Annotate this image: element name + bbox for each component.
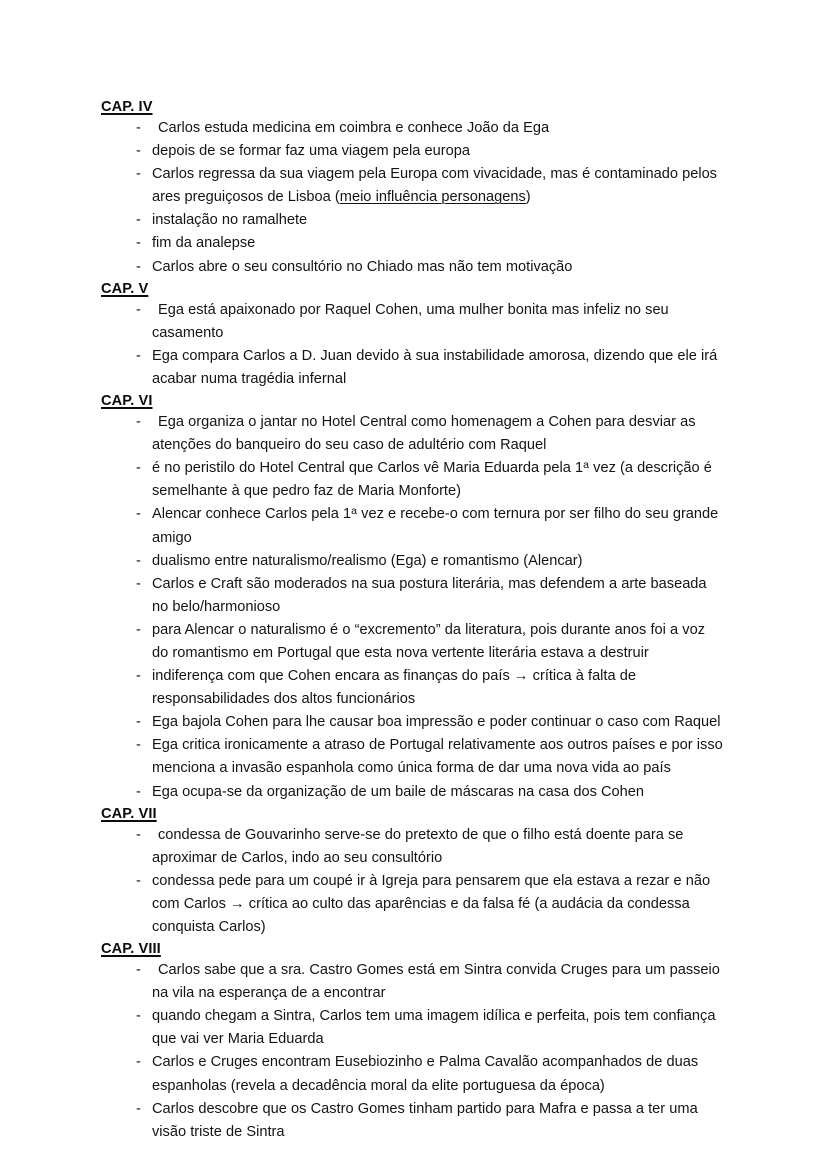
- list-item-text: [152, 1008, 715, 1047]
- list-item-text-main: Carlos regressa da sua viagem pela Europa com vivacidade, mas é contaminado pelos ares preguiçosos de Lisboa (: [152, 166, 717, 206]
- list-item-text: [152, 553, 582, 569]
- list-item: [101, 256, 725, 279]
- list-item: [101, 163, 725, 209]
- list-item-text-main: Carlos e Craft são moderados na sua postura literária, mas defendem a arte baseada no belo/harmonioso: [152, 575, 707, 615]
- bullet-dash-icon: -: [136, 714, 141, 731]
- list-item-text-main: Carlos estuda medicina em coimbra e conhece João da Ega: [158, 120, 550, 136]
- chapter-section: [101, 279, 725, 391]
- list-item-text: [152, 622, 705, 661]
- list-item-text: [152, 302, 669, 341]
- list-item-text: [152, 1101, 698, 1140]
- list-item: [101, 1005, 725, 1051]
- list-item-text-main: Alencar conhece Carlos pela 1$^a$ vez e recebe-o com ternura por ser filho do seu grande amigo: [152, 505, 719, 546]
- list-item: [101, 299, 725, 345]
- bullet-dash-icon: -: [136, 1008, 141, 1025]
- bullet-dash-icon: -: [136, 235, 141, 252]
- chapter-section: [101, 804, 725, 939]
- list-item: [101, 824, 725, 870]
- list-item-text: [152, 506, 718, 545]
- list-item-text-main: condessa de Gouvarinho serve-se do pretexto de que o filho está doente para se aproximar de Carlos, indo ao seu consultório: [152, 826, 684, 866]
- document-body: [101, 97, 725, 1144]
- list-item-text: [152, 668, 636, 707]
- bullet-dash-icon: -: [136, 552, 141, 569]
- list-item-text-main: indiferença com que Cohen encara as finanças do país → crítica à falta de responsabilidades dos altos funcionários: [152, 668, 636, 708]
- list-item-text-main: quando chegam a Sintra, Carlos tem uma imagem idílica e perfeita, pois tem confiança que vai ver Maria Eduarda: [152, 1008, 716, 1048]
- list-item: [101, 573, 725, 619]
- list-item-text: [152, 737, 723, 776]
- list-item-text: [152, 576, 707, 615]
- list-item: [101, 232, 725, 255]
- chapter-heading: CAP. VIII: [101, 941, 161, 958]
- list-item: [101, 1051, 725, 1097]
- list-item: [101, 503, 725, 549]
- list-item-text: [152, 166, 717, 205]
- bullet-dash-icon: -: [136, 1100, 141, 1117]
- chapter-item-list: [101, 411, 725, 804]
- bullet-dash-icon: -: [136, 347, 141, 364]
- bullet-dash-icon: -: [136, 460, 141, 477]
- bullet-dash-icon: -: [136, 737, 141, 754]
- list-item: [101, 959, 725, 1005]
- list-item: [101, 870, 725, 939]
- list-item-text-main: para Alencar o naturalismo é o “excremento” da literatura, pois durante anos foi a voz do romantismo em Portugal que esta nova vertente literária estava a destruir: [152, 621, 706, 661]
- underlined-phrase: meio influência personagens: [339, 189, 526, 206]
- bullet-dash-icon: -: [136, 143, 141, 160]
- list-item: [101, 550, 725, 573]
- chapter-item-list: [101, 824, 725, 939]
- bullet-dash-icon: -: [136, 872, 141, 889]
- list-item-text: [152, 143, 470, 159]
- bullet-dash-icon: -: [136, 506, 141, 523]
- bullet-dash-icon: -: [136, 166, 141, 183]
- list-item-text: [152, 212, 307, 228]
- list-item-text: [152, 348, 717, 387]
- chapter-item-list: [101, 959, 725, 1144]
- bullet-dash-icon: -: [136, 120, 141, 136]
- list-item-text: [152, 827, 683, 866]
- chapter-heading: CAP. IV: [101, 99, 153, 115]
- list-item-text-main: fim da analepse: [152, 235, 256, 252]
- chapter-heading: CAP. VII: [101, 805, 157, 822]
- list-item-text-main: Carlos sabe que a sra. Castro Gomes está em Sintra convida Cruges para um passeio na vila na esperança de a encontrar: [152, 962, 720, 1002]
- list-item: [101, 1098, 725, 1144]
- list-item-text-main: Ega compara Carlos a D. Juan devido à sua instabilidade amorosa, dizendo que ele irá acabar numa tragédia infernal: [152, 347, 718, 387]
- list-item-text: [152, 873, 710, 935]
- list-item-text-main: é no peristilo do Hotel Central que Carlos vê Maria Eduarda pela 1$^a$ vez (a descrição é semelhante à que pedro faz de Maria Monforte): [152, 459, 712, 500]
- chapter-heading: CAP. V: [101, 280, 149, 297]
- bullet-dash-icon: -: [136, 301, 141, 318]
- list-item: [101, 781, 725, 804]
- list-item-text-main: Ega está apaixonado por Raquel Cohen, uma mulher bonita mas infeliz no seu casamento: [152, 301, 669, 341]
- list-item-text: [152, 1054, 698, 1093]
- bullet-dash-icon: -: [136, 212, 141, 229]
- chapter-section: [101, 391, 725, 804]
- list-item-text: [152, 962, 720, 1001]
- bullet-dash-icon: -: [136, 258, 141, 275]
- list-item-text: [152, 259, 572, 275]
- list-item-text-main: Ega organiza o jantar no Hotel Central como homenagem a Cohen para desviar as atenções do banqueiro do seu caso de adultério com Raquel: [152, 414, 696, 454]
- list-item-text-tail: ): [525, 189, 531, 206]
- list-item-text: [152, 120, 549, 136]
- list-item-text-main: dualismo entre naturalismo/realismo (Ega) e romantismo (Alencar): [152, 552, 583, 569]
- bullet-dash-icon: -: [136, 575, 141, 592]
- list-item-text: [152, 414, 696, 453]
- list-item: [101, 711, 725, 734]
- list-item-text-main: Ega critica ironicamente a atraso de Portugal relativamente aos outros países e por isso menciona a invasão espanhola como única forma de dar uma nova vida ao país: [152, 737, 723, 777]
- list-item: [101, 457, 725, 503]
- list-item-text-main: depois de se formar faz uma viagem pela europa: [152, 143, 470, 160]
- bullet-dash-icon: -: [136, 621, 141, 638]
- bullet-dash-icon: -: [136, 668, 141, 685]
- list-item-text: [152, 235, 255, 251]
- list-item-text: [152, 714, 720, 730]
- bullet-dash-icon: -: [136, 826, 141, 843]
- list-item-text-main: Carlos abre o seu consultório no Chiado mas não tem motivação: [152, 258, 573, 275]
- list-item: [101, 619, 725, 665]
- bullet-dash-icon: -: [136, 1054, 141, 1071]
- list-item-text-main: Carlos descobre que os Castro Gomes tinham partido para Mafra e passa a ter uma visão triste de Sintra: [152, 1100, 698, 1140]
- bullet-dash-icon: -: [136, 414, 141, 431]
- list-item: [101, 117, 725, 140]
- list-item-text-main: instalação no ramalhete: [152, 212, 308, 229]
- bullet-dash-icon: -: [136, 962, 141, 979]
- list-item: [101, 734, 725, 780]
- chapter-item-list: [101, 117, 725, 279]
- list-item: [101, 411, 725, 457]
- bullet-dash-icon: -: [136, 783, 141, 800]
- list-item-text-main: Ega bajola Cohen para lhe causar boa impressão e poder continuar o caso com Raquel: [152, 714, 721, 731]
- list-item: [101, 140, 725, 163]
- list-item-text: [152, 460, 712, 499]
- list-item-text-main: condessa pede para um coupé ir à Igreja para pensarem que ela estava a rezar e não com Carlos → crítica ao culto das aparências e da falsa fé (a audácia da condessa conquista Carlos): [152, 872, 711, 935]
- chapter-section: [101, 97, 725, 279]
- list-item: [101, 209, 725, 232]
- list-item-text-main: Carlos e Cruges encontram Eusebiozinho e Palma Cavalão acompanhados de duas espanholas (revela a decadência moral da elite portuguesa da época): [152, 1054, 699, 1094]
- chapter-heading: CAP. VI: [101, 393, 153, 410]
- list-item-text-main: Ega ocupa-se da organização de um baile de máscaras na casa dos Cohen: [152, 783, 645, 800]
- list-item: [101, 665, 725, 711]
- chapter-section: [101, 939, 725, 1144]
- list-item: [101, 345, 725, 391]
- list-item-text: [152, 784, 644, 800]
- chapter-item-list: [101, 299, 725, 391]
